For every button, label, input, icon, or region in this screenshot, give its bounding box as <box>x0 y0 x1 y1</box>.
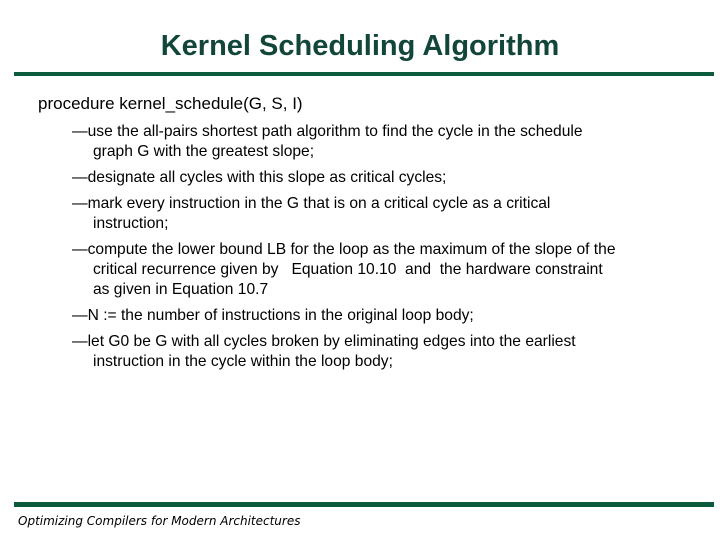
step-line: —let G0 be G with all cycles broken by eliminating edges into the earliest <box>72 333 576 350</box>
step-item <box>72 240 712 300</box>
step-line: —compute the lower bound LB for the loop as the maximum of the slope of the <box>72 241 616 258</box>
step-line: —designate all cycles with this slope as critical cycles; <box>72 169 447 186</box>
algorithm-steps <box>72 122 712 378</box>
title-divider <box>14 72 714 76</box>
step-item <box>72 122 712 162</box>
step-line: —use the all-pairs shortest path algorithm to find the cycle in the schedule <box>72 123 583 140</box>
step-line: instruction in the cycle within the loop body; <box>93 353 393 370</box>
step-item <box>72 194 712 234</box>
step-line: as given in Equation 10.7 <box>93 281 269 298</box>
step-item <box>72 168 712 188</box>
slide-title: Kernel Scheduling Algorithm <box>160 30 560 62</box>
step-item <box>72 306 712 326</box>
procedure-signature: procedure kernel_schedule(G, S, I) <box>38 94 303 113</box>
step-line: instruction; <box>93 215 169 232</box>
step-line: —N := the number of instructions in the original loop body; <box>72 307 474 324</box>
step-line: —mark every instruction in the G that is on a critical cycle as a critical <box>72 195 551 212</box>
step-line: graph G with the greatest slope; <box>93 143 315 160</box>
footer-text: Optimizing Compilers for Modern Architectures <box>18 514 301 528</box>
step-line: critical recurrence given by Equation 10.10 and the hardware constraint <box>93 261 603 278</box>
step-item <box>72 332 712 372</box>
footer-divider <box>14 502 714 507</box>
